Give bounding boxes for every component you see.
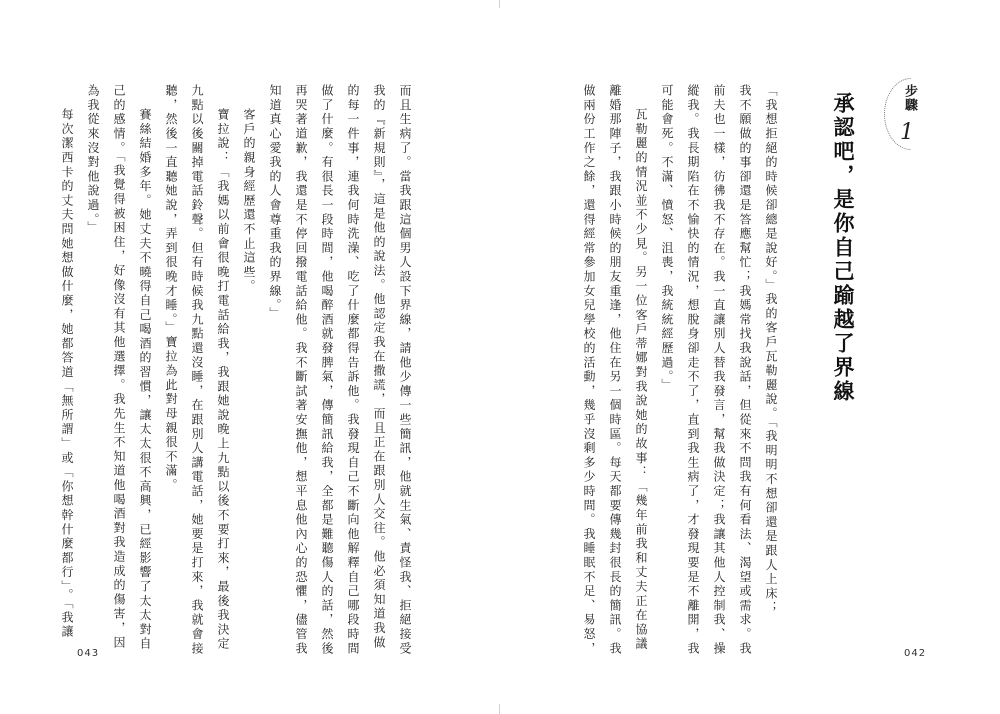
step-badge <box>880 78 926 158</box>
text-column: 前夫也一樣，彷彿我不存在。我一直讓別人替我發言，幫我做決定；我讓其他人控制我、操 <box>712 84 726 656</box>
text-column: 己的感情。「我覺得被困住，好像沒有其他選擇。我先生不知道他喝酒對我造成的傷害，因 <box>112 84 126 650</box>
page-number: 042 <box>904 648 927 659</box>
text-column: 知道真心愛我的人會尊重我的界線。」 <box>268 84 282 322</box>
text-column: 寶拉說：「我媽以前會很晚打電話給我，我跟她說晚上九點以後不要打來，最後我決定 <box>216 108 230 652</box>
page-number: 043 <box>77 648 100 659</box>
text-column: 做了什麼。有很長一段時間，他喝醉酒就發脾氣，傳簡訊給我，全都是難聽傷人的話，然後 <box>320 84 334 656</box>
text-column: 我不願做的事卻還是答應幫忙；我媽常找我說話，但從來不問我有何看法、渴望或需求。我 <box>738 84 752 656</box>
text-column: 為我從來沒對他說過。」 <box>86 84 100 236</box>
text-column: 瓦勒麗的情況並不少見。另一位客戶蒂娜對我說她的故事：「幾年前我和丈夫正在協議 <box>634 108 648 652</box>
text-column: 我的『新規則』，這是他的說法。他認定我在撒謊，而且正在跟別人交往。他必須知道我做 <box>372 84 386 650</box>
text-column: 離婚那陣子，我跟小時候的朋友重逢，他住在另一個時區。每天都要傳幾封很長的簡訊。我 <box>608 84 622 656</box>
right-page <box>500 0 1000 714</box>
text-column: 做兩份工作之餘，還得經常參加女兒學校的活動，幾乎沒剩多少時間。我睡眠不足、易怒， <box>582 84 596 656</box>
text-column: 九點以後關掉電話鈴聲。但有時候我九點還沒睡，在跟別人講電話，她要是打來，我就會接 <box>190 84 204 656</box>
left-page <box>0 0 499 714</box>
text-column: 再哭著道歉，我還是不停回撥電話給他。我不斷試著安撫他，想平息他內心的恐懼，儘管我 <box>294 84 308 656</box>
text-column: 可能會死。不滿、憤怒、沮喪，我統統經歷過。」 <box>660 84 674 393</box>
step-number: 1 <box>900 120 914 145</box>
chapter-title: 承認吧，是你自己踰越了界線 <box>831 92 855 404</box>
step-label: 步驟 <box>902 84 917 112</box>
text-column: 聽，然後一直聽她說，弄到很晚才睡。」寶拉為此對母親很不滿。 <box>164 84 178 493</box>
text-column: 縱我。我長期陷在不愉快的情況，想脫身卻走不了，直到我生病了，才發現要是不離開，我 <box>686 84 700 656</box>
text-column: 而且生病了。當我跟這個男人設下界線，請他少傳一些簡訊，他就生氣、責怪我、拒絕接受 <box>398 84 412 656</box>
text-column: 每次潔西卡的丈夫問她想做什麼，她都答道「無所謂」或「你想幹什麼都行」。「我讓 <box>60 108 74 640</box>
text-column: 客戶的親身經歷還不止這些。 <box>242 108 256 294</box>
text-column: 的每一件事，連我何時洗澡、吃了什麼都得告訴他。我發現自己不斷向他解釋自己哪段時間 <box>346 84 360 656</box>
text-column: 賽絲結婚多年。她丈夫不曉得自己喝酒的習慣，讓太太很不高興，已經影響了太太對自 <box>138 108 152 652</box>
text-column: 「我想拒絕的時候卻總是說好。」我的客戶瓦勒麗說。「我明明不想卻還是跟人上床； <box>764 84 778 616</box>
